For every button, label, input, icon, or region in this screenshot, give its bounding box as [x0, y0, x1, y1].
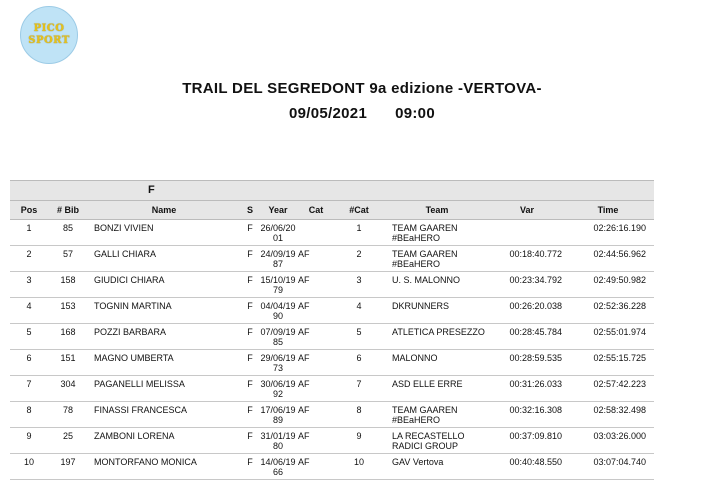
cell-year-line2: 80: [272, 441, 283, 451]
cell-team-line2: #BEaHERO: [392, 415, 441, 425]
cell-ncat: 4: [356, 301, 362, 311]
table-row: [10, 324, 654, 350]
table-row: [10, 376, 654, 402]
cell-year: [260, 327, 296, 347]
cell-name: MONTORFANO MONICA: [94, 457, 197, 467]
cell-team-line1: GAV Vertova: [392, 457, 444, 467]
cell-year: [260, 379, 296, 399]
logo-line-1: PICO: [33, 23, 65, 34]
cell-pos: 3: [26, 275, 32, 285]
cell-year-line1: 24/09/19: [260, 249, 296, 259]
cell-year: [260, 405, 296, 425]
cell-year: [260, 457, 296, 477]
pico-sport-logo: [20, 6, 78, 64]
cell-sex: F: [247, 457, 253, 467]
cell-var: 00:37:09.810: [509, 431, 562, 441]
cell-bib: 85: [62, 223, 73, 233]
col-team: Team: [425, 205, 449, 215]
col-year: Year: [268, 205, 288, 215]
cell-name: MAGNO UMBERTA: [94, 353, 174, 363]
cell-year: [260, 301, 296, 321]
cell-pos: 2: [26, 249, 32, 259]
cell-sex: F: [247, 275, 253, 285]
cell-year-line2: 89: [272, 415, 283, 425]
cell-year-line1: 29/06/19: [260, 353, 296, 363]
cell-name: FINASSI FRANCESCA: [94, 405, 188, 415]
cell-cat: AF: [298, 249, 310, 259]
cell-cat: AF: [298, 327, 310, 337]
cell-team-line2: #BEaHERO: [392, 259, 441, 269]
cell-name: ZAMBONI LORENA: [94, 431, 175, 441]
results-rows: [10, 220, 654, 480]
cell-sex: F: [247, 327, 253, 337]
cell-name: TOGNIN MARTINA: [94, 301, 172, 311]
cell-cat: AF: [298, 301, 310, 311]
cell-team: [382, 301, 492, 311]
cell-time: 02:26:16.190: [593, 223, 646, 233]
cell-ncat: 9: [356, 431, 362, 441]
cell-bib: 168: [60, 327, 76, 337]
cell-sex: F: [247, 353, 253, 363]
cell-team-line1: LA RECASTELLO: [392, 431, 465, 441]
cell-time: 02:49:50.982: [593, 275, 646, 285]
cell-var: 00:28:45.784: [509, 327, 562, 337]
cell-sex: F: [247, 249, 253, 259]
cell-pos: 6: [26, 353, 32, 363]
cell-time: 02:44:56.962: [593, 249, 646, 259]
cell-team-line1: TEAM GAAREN: [392, 223, 458, 233]
cell-ncat: 6: [356, 353, 362, 363]
col-sex: S: [246, 205, 253, 215]
cell-time: 02:52:36.228: [593, 301, 646, 311]
cell-team: [382, 405, 492, 425]
cell-year-line1: 31/01/19: [260, 431, 296, 441]
table-row: [10, 350, 654, 376]
cell-year-line1: 17/06/19: [260, 405, 296, 415]
category-header: [10, 180, 654, 201]
cell-year-line2: 01: [272, 233, 283, 243]
cell-year-line2: 87: [272, 259, 283, 269]
cell-sex: F: [247, 431, 253, 441]
table-row: [10, 246, 654, 272]
cell-year-line1: 26/06/20: [260, 223, 296, 233]
cell-team-line1: ATLETICA PRESEZZO: [392, 327, 485, 337]
col-time: Time: [597, 205, 619, 215]
cell-var: 00:31:26.033: [509, 379, 562, 389]
cell-name: GIUDICI CHIARA: [94, 275, 165, 285]
cell-cat: AF: [298, 275, 310, 285]
cell-year-line2: 79: [272, 285, 283, 295]
cell-var: 00:28:59.535: [509, 353, 562, 363]
cell-time: 03:07:04.740: [593, 457, 646, 467]
cell-time: 02:57:42.223: [593, 379, 646, 389]
cell-team: [382, 431, 492, 451]
cell-var: 00:26:20.038: [509, 301, 562, 311]
cell-team: [382, 353, 492, 363]
cell-year-line1: 04/04/19: [260, 301, 296, 311]
col-bib: # Bib: [56, 205, 79, 215]
cell-pos: 10: [23, 457, 34, 467]
cell-year: [260, 223, 296, 243]
col-ncat: #Cat: [349, 205, 369, 215]
cell-bib: 153: [60, 301, 76, 311]
cell-year: [260, 353, 296, 373]
cell-team-line1: ASD ELLE ERRE: [392, 379, 463, 389]
cell-name: GALLI CHIARA: [94, 249, 157, 259]
table-row: [10, 220, 654, 246]
cell-ncat: 5: [356, 327, 362, 337]
cell-cat: AF: [298, 431, 310, 441]
cell-pos: 7: [26, 379, 32, 389]
cell-ncat: 7: [356, 379, 362, 389]
cell-var: 00:18:40.772: [509, 249, 562, 259]
cell-team: [382, 249, 492, 269]
cell-var: 00:32:16.308: [509, 405, 562, 415]
category-label: F: [148, 184, 155, 196]
cell-ncat: 1: [356, 223, 362, 233]
cell-name: POZZI BARBARA: [94, 327, 167, 337]
cell-sex: F: [247, 379, 253, 389]
cell-cat: AF: [298, 405, 310, 415]
event-time: 09:00: [395, 105, 435, 122]
cell-sex: F: [247, 301, 253, 311]
col-var: Var: [519, 205, 534, 215]
cell-sex: F: [247, 223, 253, 233]
cell-bib: 78: [62, 405, 73, 415]
cell-time: 02:55:15.725: [593, 353, 646, 363]
table-row: [10, 428, 654, 454]
cell-pos: 1: [26, 223, 32, 233]
cell-team: [382, 327, 492, 337]
cell-team-line1: MALONNO: [392, 353, 438, 363]
cell-bib: 25: [62, 431, 73, 441]
cell-ncat: 3: [356, 275, 362, 285]
cell-cat: AF: [298, 379, 310, 389]
cell-pos: 9: [26, 431, 32, 441]
cell-team: [382, 223, 492, 243]
cell-team-line1: TEAM GAAREN: [392, 405, 458, 415]
table-row: [10, 298, 654, 324]
cell-year-line2: 92: [272, 389, 283, 399]
cell-year-line1: 30/06/19: [260, 379, 296, 389]
cell-time: 02:58:32.498: [593, 405, 646, 415]
cell-pos: 4: [26, 301, 32, 311]
cell-bib: 57: [62, 249, 73, 259]
cell-year-line2: 85: [272, 337, 283, 347]
cell-year-line1: 07/09/19: [260, 327, 296, 337]
cell-sex: F: [247, 405, 253, 415]
cell-pos: 5: [26, 327, 32, 337]
cell-bib: 158: [60, 275, 76, 285]
cell-ncat: 10: [353, 457, 364, 467]
cell-year-line2: 66: [272, 467, 283, 477]
cell-year: [260, 275, 296, 295]
col-cat: Cat: [308, 205, 324, 215]
cell-team: [382, 275, 492, 285]
cell-team: [382, 379, 492, 389]
cell-bib: 151: [60, 353, 76, 363]
cell-ncat: 2: [356, 249, 362, 259]
cell-time: 02:55:01.974: [593, 327, 646, 337]
logo-line-2: SPORT: [28, 35, 70, 46]
cell-team-line2: RADICI GROUP: [392, 441, 459, 451]
cell-cat: AF: [298, 353, 310, 363]
cell-name: BONZI VIVIEN: [94, 223, 154, 233]
cell-var: 00:40:48.550: [509, 457, 562, 467]
cell-time: 03:03:26.000: [593, 431, 646, 441]
cell-team: [382, 457, 492, 467]
cell-year-line1: 15/10/19: [260, 275, 296, 285]
col-pos: Pos: [20, 205, 38, 215]
cell-year-line1: 14/06/19: [260, 457, 296, 467]
cell-team-line1: U. S. MALONNO: [392, 275, 461, 285]
cell-cat: AF: [298, 457, 310, 467]
results-table: [10, 180, 654, 480]
cell-year-line2: 90: [272, 311, 283, 321]
cell-ncat: 8: [356, 405, 362, 415]
cell-pos: 8: [26, 405, 32, 415]
event-date: 09/05/2021: [289, 105, 368, 122]
cell-year: [260, 249, 296, 269]
col-name: Name: [151, 205, 177, 215]
cell-bib: 304: [60, 379, 76, 389]
cell-name: PAGANELLI MELISSA: [94, 379, 185, 389]
cell-year-line2: 73: [272, 363, 283, 373]
cell-year: [260, 431, 296, 451]
cell-team-line1: TEAM GAAREN: [392, 249, 458, 259]
event-datetime: [0, 105, 724, 122]
table-row: [10, 402, 654, 428]
cell-team-line2: #BEaHERO: [392, 233, 441, 243]
page-title: TRAIL DEL SEGREDONT 9a edizione -VERTOVA-: [182, 80, 542, 97]
table-row: [10, 454, 654, 480]
column-header-row: [10, 201, 654, 220]
cell-team-line1: DKRUNNERS: [392, 301, 450, 311]
table-row: [10, 272, 654, 298]
cell-var: 00:23:34.792: [509, 275, 562, 285]
cell-bib: 197: [60, 457, 76, 467]
